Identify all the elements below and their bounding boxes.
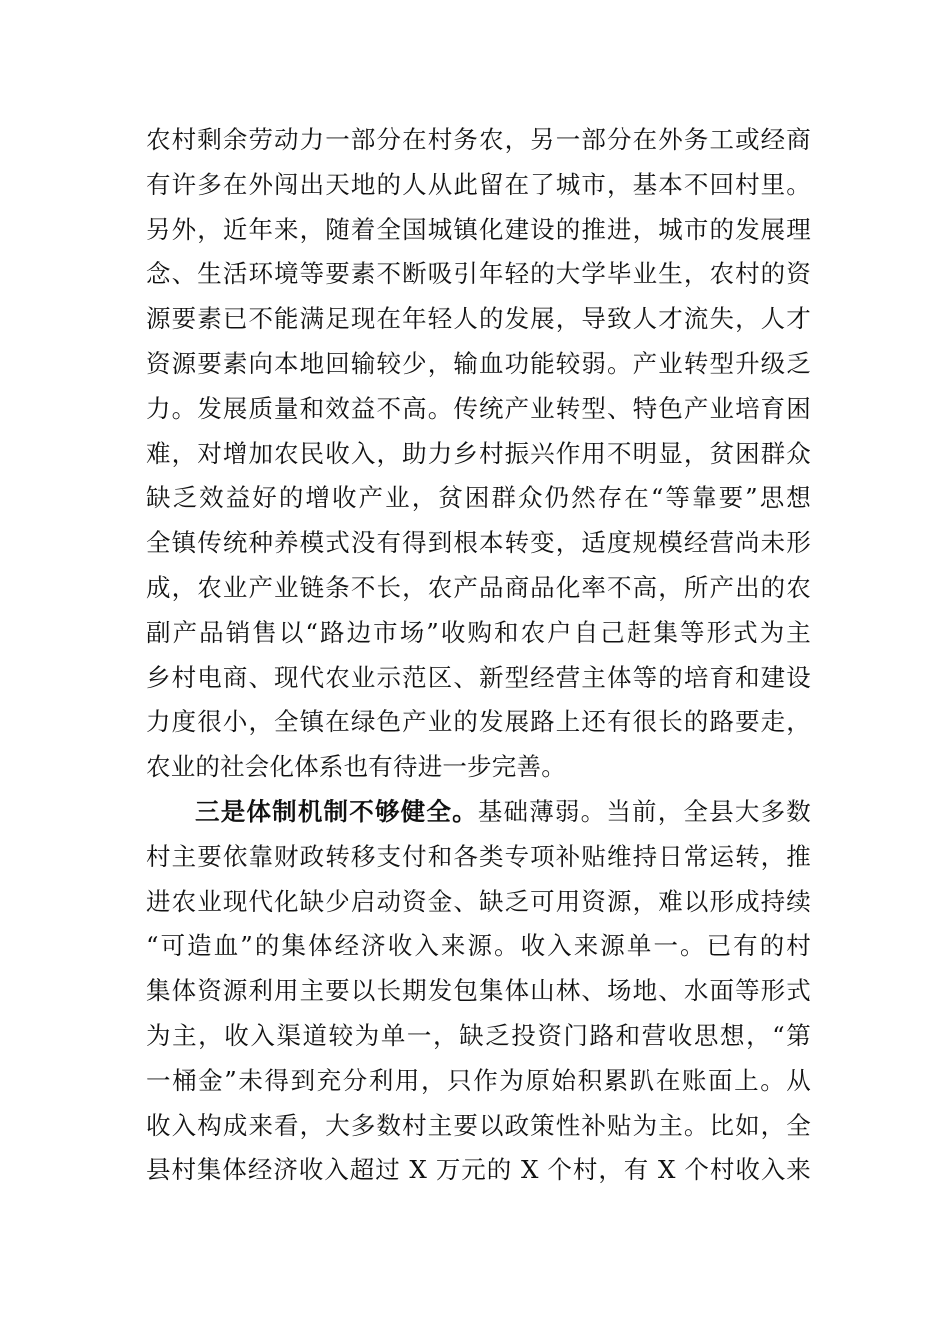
text-line: 进农业现代化缺少启动资金、缺乏可用资源，难以形成持续 (146, 886, 811, 916)
text-line: 收入构成来看，大多数村主要以政策性补贴为主。比如，全 (146, 1110, 811, 1140)
text-line: 县村集体经济收入超过 X 万元的 X 个村，有 X 个村收入来 (146, 1155, 811, 1185)
text-line: 村主要依靠财政转移支付和各类专项补贴维持日常运转，推 (146, 841, 811, 871)
text-line: “可造血”的集体经济收入来源。收入来源单一。已有的村 (146, 931, 811, 961)
text-line: 集体资源利用主要以长期发包集体山林、场地、水面等形式 (146, 976, 811, 1006)
text-line: 副产品销售以“路边市场”收购和农户自己赶集等形式为主 (146, 617, 811, 647)
text-line: 成，农业产业链条不长，农产品商品化率不高，所产出的农 (146, 572, 811, 602)
text-line: 一桶金”未得到充分利用，只作为原始积累趴在账面上。从 (146, 1065, 811, 1095)
text-line: 有许多在外闯出天地的人从此留在了城市，基本不回村里。 (146, 169, 811, 199)
text-line: 全镇传统种养模式没有得到根本转变，适度规模经营尚未形 (146, 528, 811, 558)
text-line: 缺乏效益好的增收产业，贫困群众仍然存在“等靠要”思想 (146, 483, 811, 513)
text-line: 为主，收入渠道较为单一，缺乏投资门路和营收思想，“第 (146, 1020, 811, 1050)
section-heading: 三是体制机制不够健全。 (195, 796, 478, 826)
body-text (146, 118, 811, 1193)
text-line: 念、生活环境等要素不断吸引年轻的大学毕业生，农村的资 (146, 259, 811, 289)
text-line: 难，对增加农民收入，助力乡村振兴作用不明显，贫困群众 (146, 438, 811, 468)
section-first-line-text: 基础薄弱。当前，全县大多数 (477, 796, 811, 826)
text-line: 乡村电商、现代农业示范区、新型经营主体等的培育和建设 (146, 662, 811, 692)
text-line: 力。发展质量和效益不高。传统产业转型、特色产业培育困 (146, 393, 811, 423)
text-line: 农村剩余劳动力一部分在村务农，另一部分在外务工或经商 (146, 125, 811, 154)
paragraph-end-line: 农业的社会化体系也有待进一步完善。 (146, 752, 566, 782)
text-line: 源要素已不能满足现在年轻人的发展，导致人才流失，人才 (146, 304, 811, 334)
text-line: 力度很小，全镇在绿色产业的发展路上还有很长的路要走， (146, 707, 811, 737)
section-first-line (146, 790, 811, 835)
text-line: 另外，近年来，随着全国城镇化建设的推进，城市的发展理 (146, 214, 811, 244)
text-line: 资源要素向本地回输较少，输血功能较弱。产业转型升级乏 (146, 348, 811, 378)
